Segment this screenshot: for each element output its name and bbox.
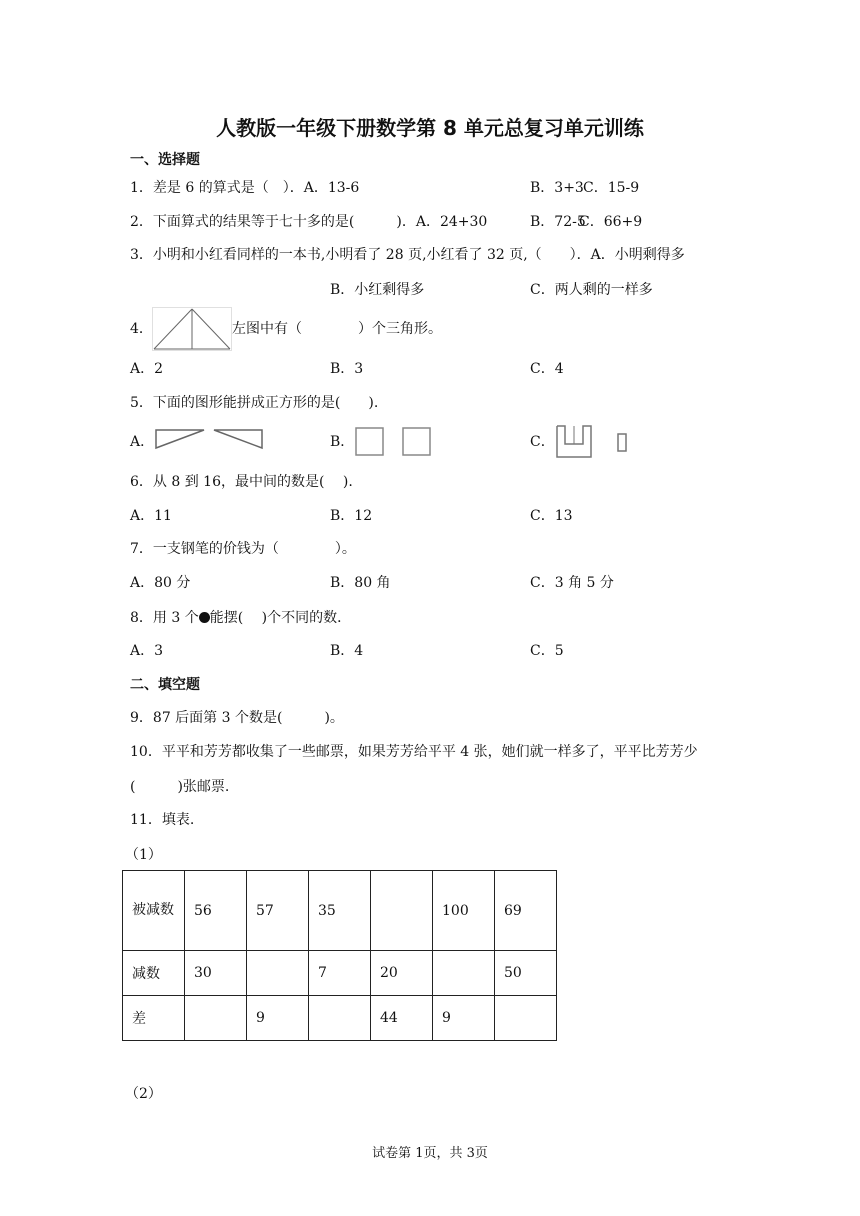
question-4-number: 4．	[130, 321, 153, 337]
table-cell: 50	[495, 951, 557, 996]
page-footer: 试卷第 1页，共 3页	[372, 1146, 488, 1161]
option-c-shapes-figure	[553, 422, 633, 460]
question-8-suffix: 能摆( )个不同的数．	[209, 610, 352, 626]
option-a-triangles-figure	[152, 426, 264, 450]
question-1: 1．差是 6 的算式是（ ）．A．13-6	[130, 180, 360, 196]
question-11: 11．填表.	[130, 812, 195, 828]
table-cell	[371, 871, 433, 951]
table-cell: 44	[371, 996, 433, 1041]
table-row-header: 差	[123, 996, 185, 1041]
table-cell: 30	[185, 951, 247, 996]
section-heading-choice: 一、选择题	[130, 152, 200, 168]
part-1-label: （1）	[125, 847, 162, 863]
question-8-prefix: 8．用 3 个	[130, 610, 199, 626]
question-6-option-b: B．12	[330, 508, 373, 524]
table-cell	[433, 951, 495, 996]
table-cell: 7	[309, 951, 371, 996]
question-1-option-c: C．15-9	[583, 180, 640, 196]
question-4-option-b: B．3	[330, 361, 364, 377]
question-3: 3．小明和小红看同样的一本书,小明看了 28 页,小红看了 32 页,（ ）．A．小明剩得多	[130, 247, 685, 263]
table-cell	[247, 951, 309, 996]
question-5: 5．下面的图形能拼成正方形的是( ).	[130, 395, 379, 411]
question-4-option-a: A．2	[130, 361, 164, 377]
table-cell: 57	[247, 871, 309, 951]
question-2: 2．下面算式的结果等于七十多的是( )．A．24+30	[130, 214, 488, 230]
table-cell	[185, 996, 247, 1041]
table-cell: 35	[309, 871, 371, 951]
question-5-option-c: C．	[530, 434, 555, 450]
question-10-line-1: 10．平平和芳芳都收集了一些邮票，如果芳芳给平平 4 张，她们就一样多了，平平比芳芳少	[130, 744, 698, 760]
section-heading-fill: 二、填空题	[130, 677, 200, 693]
question-7: 7．一支钢笔的价钱为（ ）。	[130, 541, 356, 557]
table-row-header: 被减数	[123, 871, 185, 951]
question-8-option-a: A．3	[130, 643, 164, 659]
table-row-header: 减数	[123, 951, 185, 996]
table-row	[123, 871, 557, 951]
question-2-option-c: C．66+9	[579, 214, 643, 230]
table-cell: 100	[433, 871, 495, 951]
option-b-squares-figure	[353, 425, 433, 457]
table-cell	[495, 996, 557, 1041]
question-7-option-b: B．80 角	[330, 575, 391, 591]
table-cell: 20	[371, 951, 433, 996]
question-5-option-a: A．	[130, 434, 155, 450]
question-8-option-c: C．5	[530, 643, 564, 659]
question-6-option-c: C．13	[530, 508, 573, 524]
question-2-option-b: B．72-5	[530, 214, 586, 230]
question-4: 左图中有（ ）个三角形。	[232, 321, 442, 337]
question-6-option-a: A．11	[130, 508, 172, 524]
dot-icon	[199, 612, 210, 623]
table-row	[123, 996, 557, 1041]
subtraction-table	[122, 870, 557, 1041]
table-cell: 9	[247, 996, 309, 1041]
question-1-option-b: B．3+3	[530, 180, 584, 196]
part-2-label: （2）	[125, 1086, 162, 1102]
question-9: 9．87 后面第 3 个数是( )。	[130, 710, 344, 726]
page-title: 人教版一年级下册数学第 8 单元总复习单元训练	[216, 116, 644, 140]
question-3-option-c: C．两人剩的一样多	[530, 282, 653, 298]
question-7-option-a: A．80 分	[130, 575, 191, 591]
table-cell: 56	[185, 871, 247, 951]
triangle-figure	[152, 307, 232, 351]
table-cell: 9	[433, 996, 495, 1041]
table-cell: 69	[495, 871, 557, 951]
table-row	[123, 951, 557, 996]
question-6: 6．从 8 到 16，最中间的数是( ).	[130, 474, 353, 490]
question-3-option-b: B．小红剩得多	[330, 282, 425, 298]
question-10-line-2: ( )张邮票.	[130, 779, 230, 795]
question-7-option-c: C．3 角 5 分	[530, 575, 614, 591]
question-5-option-b: B．	[330, 434, 355, 450]
question-8-option-b: B．4	[330, 643, 364, 659]
question-4-option-c: C．4	[530, 361, 564, 377]
question-8	[130, 611, 351, 625]
table-cell	[309, 996, 371, 1041]
